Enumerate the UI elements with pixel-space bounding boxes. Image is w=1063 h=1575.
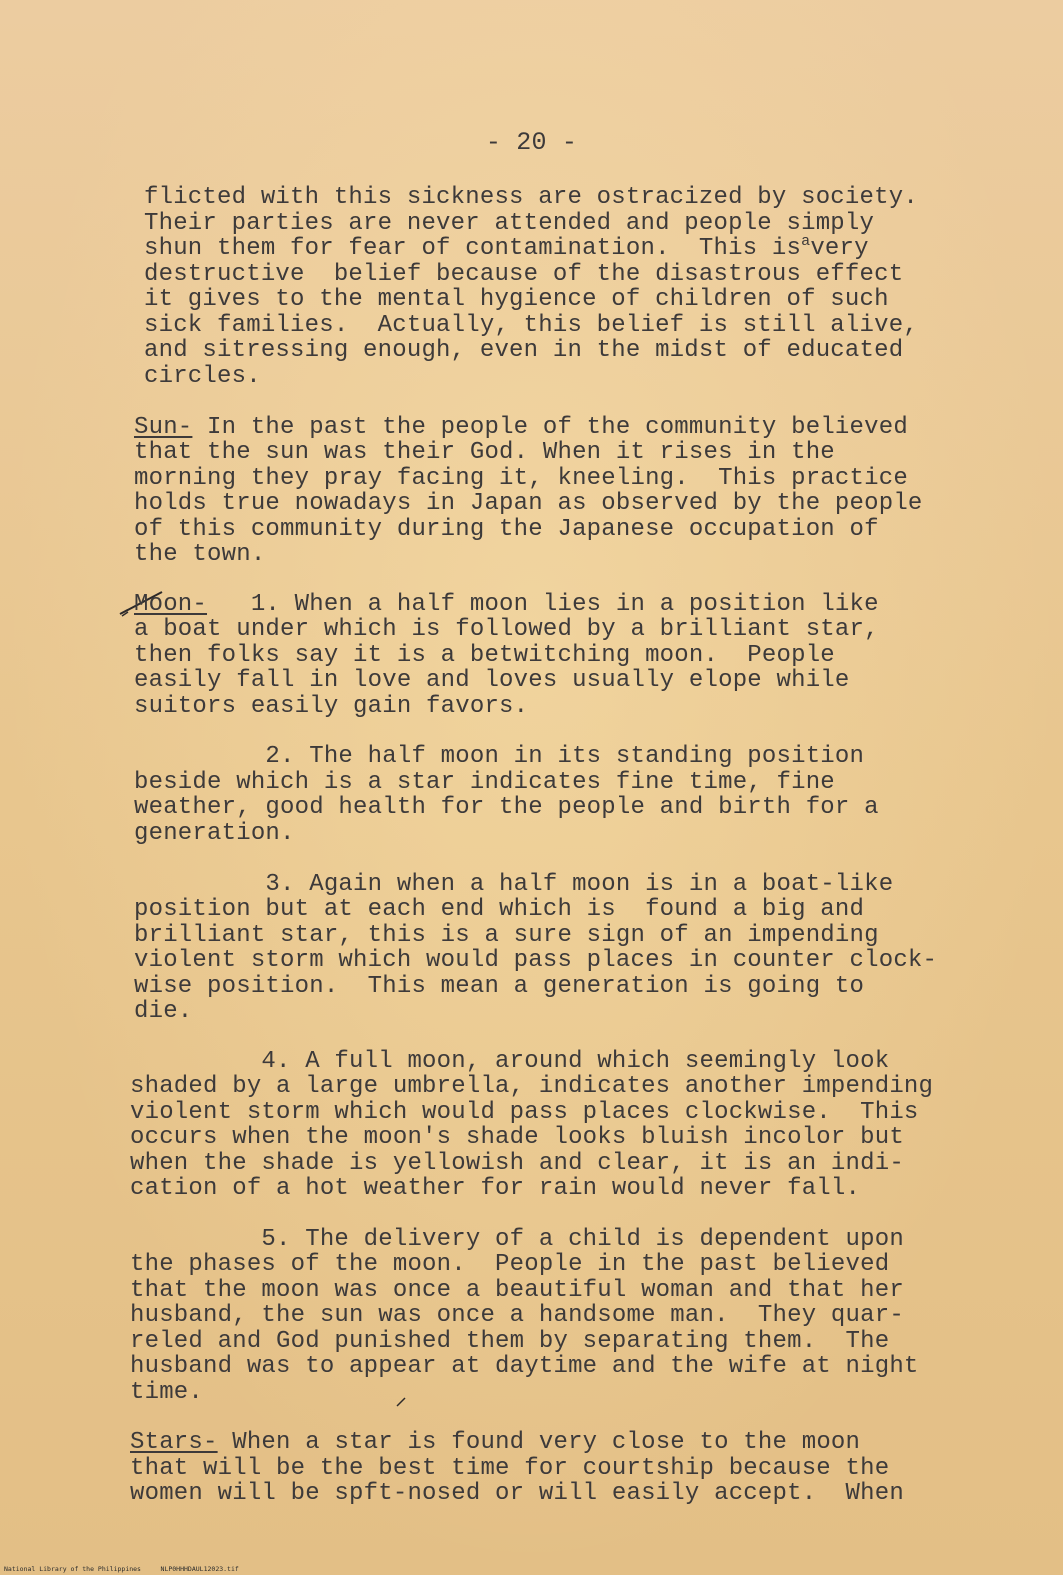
text-line: brilliant star, this is a sure sign of an impending — [134, 922, 879, 949]
text-line: the town. — [134, 541, 266, 568]
text-line: destructive belief because of the disastrous effect — [144, 261, 904, 288]
text-line: flicted with this sickness are ostracized by society. — [144, 184, 918, 211]
pencil-tick-mark — [395, 1396, 407, 1408]
text-line: 4. A full moon, around which seemingly look — [130, 1048, 890, 1075]
text-line: the phases of the moon. People in the past believed — [130, 1251, 890, 1278]
text-line: of this community during the Japanese occupation of — [134, 516, 879, 543]
text-line: 2. The half moon in its standing position — [134, 743, 865, 770]
text-line: easily fall in love and loves usually elope while — [134, 667, 850, 694]
text-line: sick families. Actually, this belief is still alive, — [144, 312, 918, 339]
text-line: weather, good health for the people and birth for a — [134, 794, 879, 821]
stars-heading-line: Stars- When a star is found very close to the moon — [130, 1429, 861, 1456]
stars-label: Stars- — [130, 1429, 218, 1456]
text-line: morning they pray facing it, kneeling. This practice — [134, 465, 908, 492]
text-line: position but at each end which is found a big and — [134, 896, 865, 923]
moon-heading-line: Moon- 1. When a half moon lies in a position like — [134, 591, 879, 618]
text-line: suitors easily gain favors. — [134, 693, 529, 720]
text-line: husband was to appear at daytime and the wife at night — [130, 1353, 919, 1380]
text-line: wise position. This mean a generation is going to — [134, 973, 865, 1000]
page-number: - 20 - — [485, 128, 578, 157]
text-line: beside which is a star indicates fine time, fine — [134, 769, 835, 796]
text-line: husband, the sun was once a handsome man. They quar- — [130, 1302, 904, 1329]
text-line: cation of a hot weather for rain would never fall. — [130, 1175, 861, 1202]
text-line: Their parties are never attended and people simply — [144, 210, 875, 237]
text-line: then folks say it is a betwitching moon. People — [134, 642, 835, 669]
text-line: and sitressing enough, even in the midst of educated — [144, 337, 904, 364]
sun-label: Sun- — [134, 414, 193, 441]
typed-superscript: a — [801, 233, 811, 250]
text-line: circles. — [144, 363, 261, 390]
text-line: 5. The delivery of a child is dependent upon — [130, 1226, 904, 1253]
sun-heading-line: Sun- In the past the people of the community believed — [134, 414, 908, 441]
text-line: that will be the best time for courtship because the — [130, 1455, 890, 1482]
text-line: it gives to the mental hygience of children of such — [144, 286, 889, 313]
text-line: 3. Again when a half moon is in a boat-like — [134, 871, 894, 898]
text-line: die. — [134, 998, 193, 1025]
text-line: shaded by a large umbrella, indicates another impending — [130, 1073, 934, 1100]
text-line: violent storm which would pass places clockwise. This — [130, 1099, 919, 1126]
text-line: occurs when the moon's shade looks bluish incolor but — [130, 1124, 904, 1151]
archive-footer: National Library of the Philippines NLP0HHHDAUL12023.tif — [4, 1565, 239, 1573]
text-line: that the moon was once a beautiful woman and that her — [130, 1277, 904, 1304]
text-line: generation. — [134, 820, 295, 847]
text-line: shun them for fear of contamination. This $is^avery$ — [144, 233, 869, 262]
text-line: reled and God punished them by separating them. The — [130, 1328, 890, 1355]
text-line: holds true nowadays in Japan as observed by the people — [134, 490, 923, 517]
text-line: when the shade is yellowish and clear, it is an indi- — [130, 1150, 904, 1177]
text-line: time. — [130, 1379, 204, 1406]
text-line: a boat under which is followed by a brilliant star, — [134, 616, 879, 643]
text-line: violent storm which would pass places in counter clock- — [134, 947, 938, 974]
moon-label: Moon- — [134, 591, 208, 618]
text-line: women will be spft-nosed or will easily accept. When — [130, 1480, 904, 1507]
text-line: that the sun was their God. When it rises in the — [134, 439, 835, 466]
